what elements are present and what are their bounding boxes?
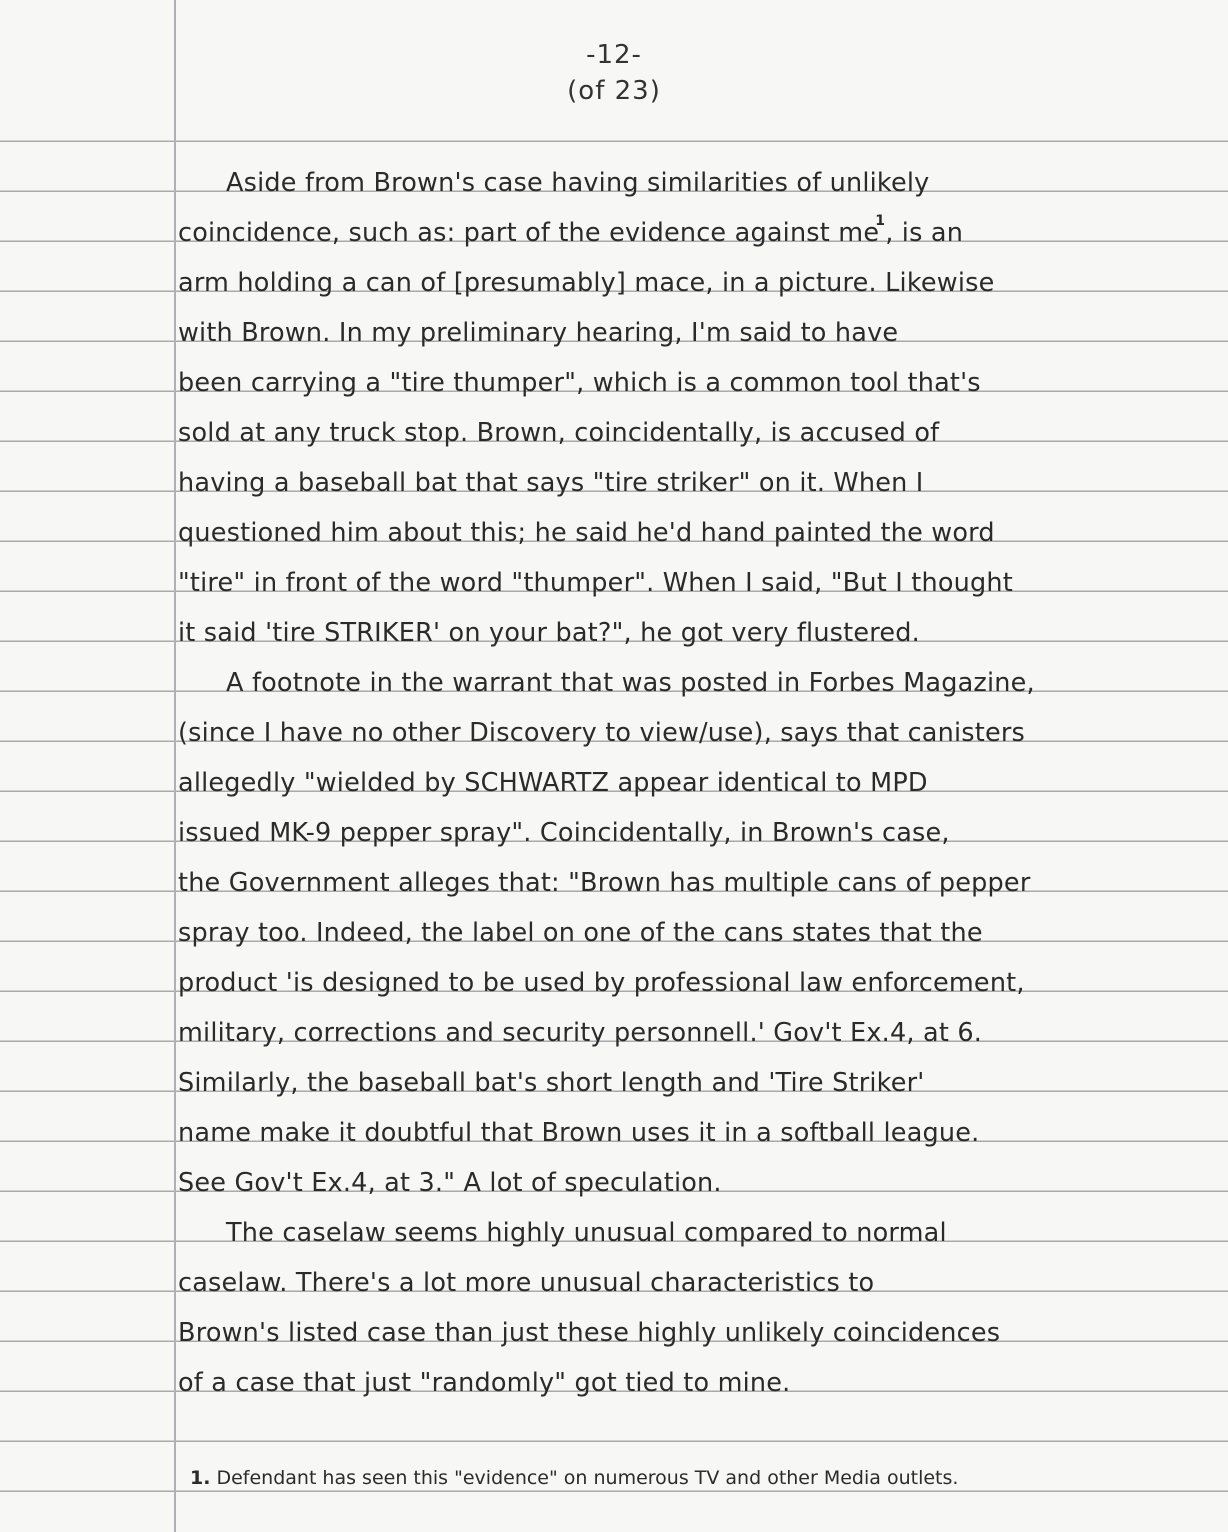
text-line: product 'is designed to be used by professional law enforcement, xyxy=(178,968,1025,998)
text-line xyxy=(178,213,964,252)
text-line: A footnote in the warrant that was posted in Forbes Magazine, xyxy=(226,668,1035,698)
margin-line xyxy=(174,0,176,1532)
text-segment: coincidence, such as: part of the evidence against me xyxy=(178,218,880,248)
text-line: "tire" in front of the word "thumper". When I said, "But I thought xyxy=(178,568,1013,598)
text-line: it said 'tire STRIKER' on your bat?", he got very flustered. xyxy=(178,618,920,648)
text-segment: , is an xyxy=(885,218,964,248)
text-line: arm holding a can of [presumably] mace, in a picture. Likewise xyxy=(178,268,995,298)
text-line: of a case that just "randomly" got tied to mine. xyxy=(178,1368,791,1398)
text-line: issued MK-9 pepper spray". Coincidentally, in Brown's case, xyxy=(178,818,950,848)
text-line: Aside from Brown's case having similarities of unlikely xyxy=(226,168,930,198)
text-line: sold at any truck stop. Brown, coincidentally, is accused of xyxy=(178,418,940,448)
text-line: See Gov't Ex.4, at 3." A lot of speculation. xyxy=(178,1168,722,1198)
page-count: (of 23) xyxy=(567,76,661,106)
text-line: spray too. Indeed, the label on one of the cans states that the xyxy=(178,918,983,948)
page-number: -12- xyxy=(586,40,642,70)
text-line: questioned him about this; he said he'd hand painted the word xyxy=(178,518,995,548)
footnote-marker: 1 xyxy=(875,213,886,229)
text-line: been carrying a "tire thumper", which is a common tool that's xyxy=(178,368,981,398)
text-line: military, corrections and security personnell.' Gov't Ex.4, at 6. xyxy=(178,1018,983,1048)
text-line: the Government alleges that: "Brown has multiple cans of pepper xyxy=(178,868,1031,898)
footnote-text: Defendant has seen this "evidence" on numerous TV and other Media outlets. xyxy=(216,1467,959,1489)
text-line: Brown's listed case than just these highly unlikely coincidences xyxy=(178,1318,1001,1348)
text-line: (since I have no other Discovery to view/use), says that canisters xyxy=(178,718,1026,748)
text-line: having a baseball bat that says "tire striker" on it. When I xyxy=(178,468,924,498)
text-line: The caselaw seems highly unusual compared to normal xyxy=(226,1218,947,1248)
text-line: with Brown. In my preliminary hearing, I'm said to have xyxy=(178,318,899,348)
text-line: caselaw. There's a lot more unusual characteristics to xyxy=(178,1268,875,1298)
text-line: allegedly "wielded by SCHWARTZ appear identical to MPD xyxy=(178,768,928,798)
footnote-number: 1. xyxy=(190,1467,211,1489)
text-line: Similarly, the baseball bat's short length and 'Tire Striker' xyxy=(178,1068,925,1098)
text-line: name make it doubtful that Brown uses it in a softball league. xyxy=(178,1118,980,1148)
footnote xyxy=(190,1466,958,1490)
